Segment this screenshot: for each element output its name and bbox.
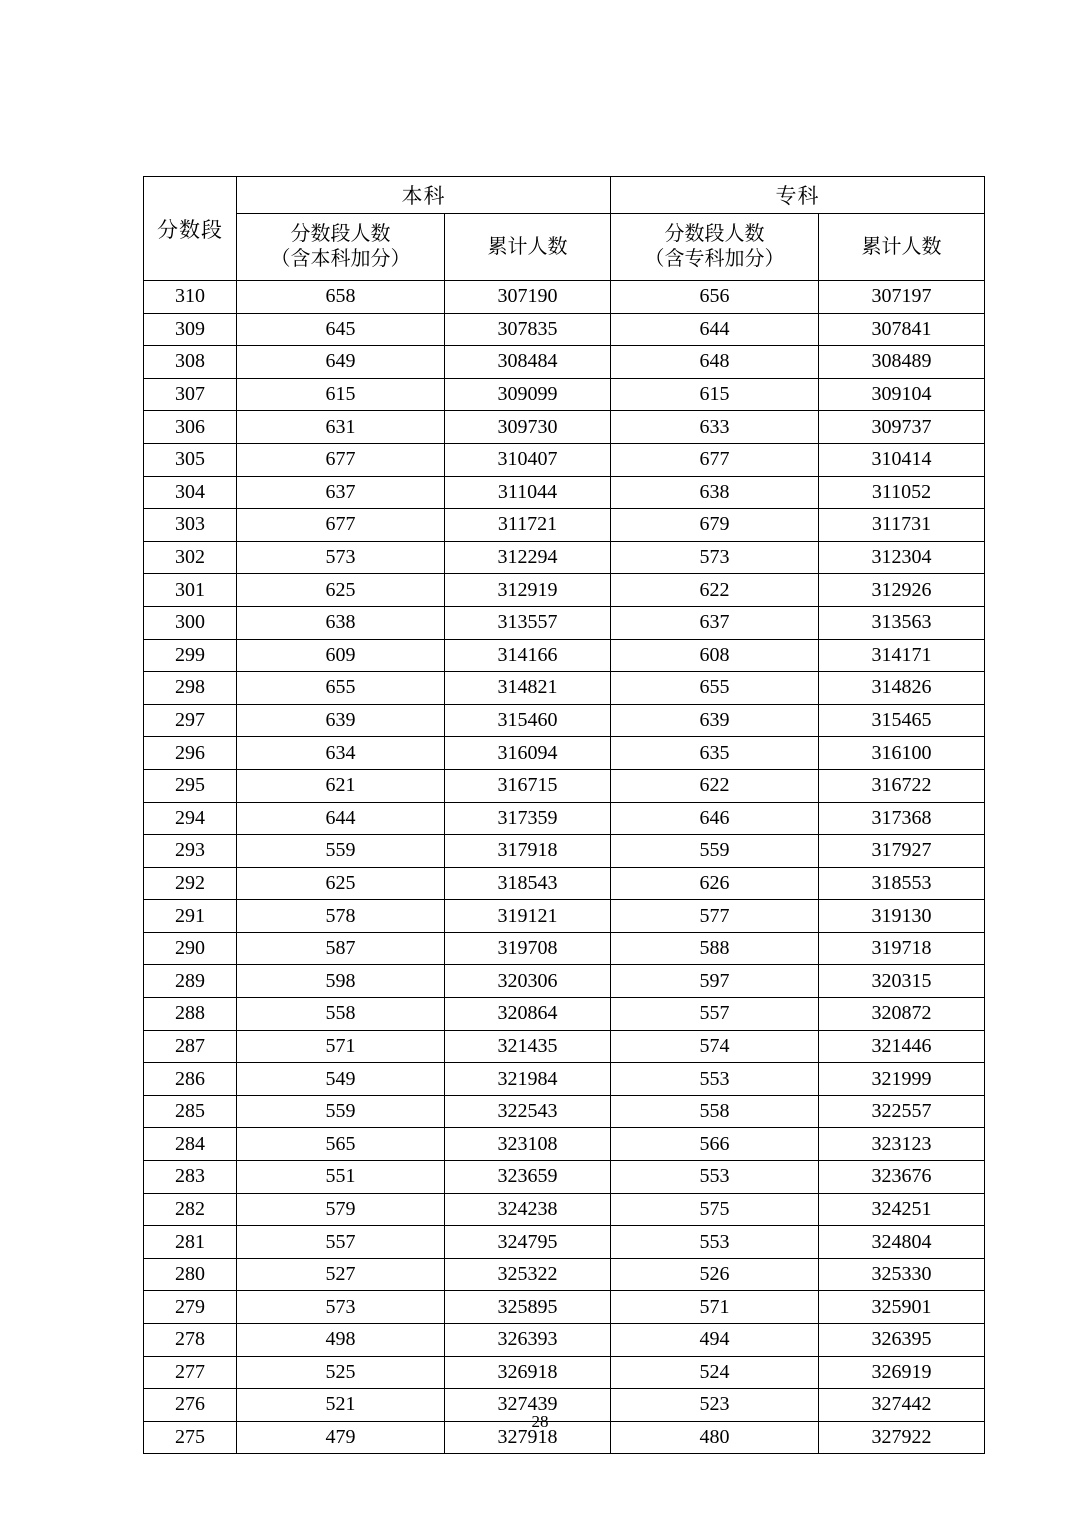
cell-undergraduate-cumulative-count: 323108: [445, 1128, 611, 1161]
table-row: [144, 574, 985, 607]
header-line-1: 分数段人数: [664, 223, 765, 245]
cell-junior-college-segment-count: 622: [611, 769, 819, 802]
cell-undergraduate-cumulative-count: 326918: [445, 1356, 611, 1389]
cell-undergraduate-cumulative-count: 318543: [445, 867, 611, 900]
cell-junior-college-segment-count: 557: [611, 998, 819, 1031]
cell-score-range: 306: [144, 411, 237, 444]
cell-score-range: 277: [144, 1356, 237, 1389]
cell-junior-college-segment-count: 597: [611, 965, 819, 998]
cell-undergraduate-segment-count: 573: [237, 1291, 445, 1324]
cell-undergraduate-segment-count: 498: [237, 1324, 445, 1357]
cell-undergraduate-segment-count: 638: [237, 606, 445, 639]
table-row: [144, 1193, 985, 1226]
cell-undergraduate-cumulative-count: 316094: [445, 737, 611, 770]
cell-score-range: 305: [144, 443, 237, 476]
cell-junior-college-segment-count: 615: [611, 378, 819, 411]
table-row: [144, 704, 985, 737]
cell-undergraduate-cumulative-count: 310407: [445, 443, 611, 476]
cell-undergraduate-cumulative-count: 317918: [445, 835, 611, 868]
table-row: [144, 1258, 985, 1291]
cell-junior-college-cumulative-count: 314171: [819, 639, 985, 672]
cell-junior-college-cumulative-count: 309104: [819, 378, 985, 411]
cell-junior-college-cumulative-count: 324251: [819, 1193, 985, 1226]
table-header: [144, 177, 985, 281]
header-line-1: 累计人数: [861, 235, 942, 258]
cell-score-range: 290: [144, 932, 237, 965]
header-junior-college-segment-count: [611, 214, 819, 281]
cell-score-range: 283: [144, 1161, 237, 1194]
table-row: [144, 835, 985, 868]
table-row: [144, 802, 985, 835]
cell-score-range: 284: [144, 1128, 237, 1161]
cell-undergraduate-cumulative-count: 321435: [445, 1030, 611, 1063]
table-body: [144, 281, 985, 1454]
score-distribution-table: [143, 176, 985, 1454]
cell-undergraduate-segment-count: 634: [237, 737, 445, 770]
table-row: [144, 932, 985, 965]
cell-junior-college-cumulative-count: 311731: [819, 509, 985, 542]
cell-undergraduate-cumulative-count: 307835: [445, 313, 611, 346]
cell-score-range: 286: [144, 1063, 237, 1096]
cell-junior-college-cumulative-count: 322557: [819, 1095, 985, 1128]
table-row: [144, 672, 985, 705]
cell-undergraduate-cumulative-count: 320864: [445, 998, 611, 1031]
cell-junior-college-segment-count: 635: [611, 737, 819, 770]
cell-undergraduate-cumulative-count: 314821: [445, 672, 611, 705]
cell-score-range: 289: [144, 965, 237, 998]
cell-junior-college-segment-count: 639: [611, 704, 819, 737]
cell-junior-college-cumulative-count: 316722: [819, 769, 985, 802]
cell-score-range: 303: [144, 509, 237, 542]
cell-junior-college-segment-count: 526: [611, 1258, 819, 1291]
table-row: [144, 378, 985, 411]
table-row: [144, 411, 985, 444]
table-row: [144, 998, 985, 1031]
cell-undergraduate-segment-count: 525: [237, 1356, 445, 1389]
table-row: [144, 1356, 985, 1389]
cell-junior-college-cumulative-count: 325330: [819, 1258, 985, 1291]
cell-score-range: 307: [144, 378, 237, 411]
header-undergraduate-cumulative-count: [445, 214, 611, 281]
cell-junior-college-cumulative-count: 307197: [819, 281, 985, 314]
cell-score-range: 275: [144, 1421, 237, 1454]
cell-score-range: 310: [144, 281, 237, 314]
cell-score-range: 281: [144, 1226, 237, 1259]
cell-undergraduate-cumulative-count: 316715: [445, 769, 611, 802]
table-row: [144, 1291, 985, 1324]
cell-junior-college-cumulative-count: 317368: [819, 802, 985, 835]
cell-junior-college-segment-count: 633: [611, 411, 819, 444]
header-group-junior-college: 专科: [611, 177, 985, 214]
table-row: [144, 639, 985, 672]
table-header-row-groups: [144, 177, 985, 214]
cell-junior-college-segment-count: 558: [611, 1095, 819, 1128]
table-row: [144, 867, 985, 900]
cell-undergraduate-segment-count: 598: [237, 965, 445, 998]
cell-undergraduate-segment-count: 578: [237, 900, 445, 933]
cell-undergraduate-cumulative-count: 321984: [445, 1063, 611, 1096]
cell-undergraduate-cumulative-count: 327439: [445, 1389, 611, 1422]
header-group-undergraduate: 本科: [237, 177, 611, 214]
header-line-1: 分数段人数: [290, 223, 391, 245]
cell-junior-college-cumulative-count: 316100: [819, 737, 985, 770]
cell-junior-college-cumulative-count: 310414: [819, 443, 985, 476]
table-row: [144, 900, 985, 933]
cell-score-range: 309: [144, 313, 237, 346]
cell-undergraduate-segment-count: 587: [237, 932, 445, 965]
table-row: [144, 281, 985, 314]
cell-junior-college-segment-count: 648: [611, 346, 819, 379]
cell-undergraduate-cumulative-count: 315460: [445, 704, 611, 737]
cell-undergraduate-segment-count: 573: [237, 541, 445, 574]
cell-junior-college-cumulative-count: 321999: [819, 1063, 985, 1096]
table-row: [144, 313, 985, 346]
cell-undergraduate-cumulative-count: 324238: [445, 1193, 611, 1226]
cell-junior-college-segment-count: 573: [611, 541, 819, 574]
cell-junior-college-segment-count: 559: [611, 835, 819, 868]
cell-score-range: 304: [144, 476, 237, 509]
score-distribution-table-wrapper: [143, 176, 942, 1454]
cell-undergraduate-segment-count: 571: [237, 1030, 445, 1063]
table-row: [144, 476, 985, 509]
cell-junior-college-cumulative-count: 327442: [819, 1389, 985, 1422]
cell-score-range: 294: [144, 802, 237, 835]
cell-junior-college-segment-count: 588: [611, 932, 819, 965]
table-row: [144, 769, 985, 802]
cell-junior-college-segment-count: 626: [611, 867, 819, 900]
cell-undergraduate-segment-count: 625: [237, 574, 445, 607]
cell-score-range: 285: [144, 1095, 237, 1128]
cell-score-range: 300: [144, 606, 237, 639]
cell-score-range: 308: [144, 346, 237, 379]
cell-score-range: 293: [144, 835, 237, 868]
cell-undergraduate-segment-count: 621: [237, 769, 445, 802]
cell-undergraduate-cumulative-count: 319708: [445, 932, 611, 965]
cell-junior-college-segment-count: 644: [611, 313, 819, 346]
table-row: [144, 346, 985, 379]
cell-junior-college-cumulative-count: 312304: [819, 541, 985, 574]
cell-junior-college-cumulative-count: 323676: [819, 1161, 985, 1194]
header-line-1: 累计人数: [487, 235, 568, 258]
cell-undergraduate-cumulative-count: 309730: [445, 411, 611, 444]
cell-junior-college-cumulative-count: 326919: [819, 1356, 985, 1389]
cell-undergraduate-cumulative-count: 326393: [445, 1324, 611, 1357]
cell-undergraduate-cumulative-count: 313557: [445, 606, 611, 639]
cell-undergraduate-cumulative-count: 317359: [445, 802, 611, 835]
cell-undergraduate-segment-count: 479: [237, 1421, 445, 1454]
cell-score-range: 291: [144, 900, 237, 933]
header-undergraduate-segment-count: [237, 214, 445, 281]
cell-junior-college-cumulative-count: 324804: [819, 1226, 985, 1259]
cell-junior-college-cumulative-count: 308489: [819, 346, 985, 379]
cell-junior-college-segment-count: 655: [611, 672, 819, 705]
header-line-2: （含本科加分）: [270, 248, 411, 270]
cell-junior-college-cumulative-count: 320315: [819, 965, 985, 998]
cell-junior-college-cumulative-count: 319718: [819, 932, 985, 965]
cell-junior-college-cumulative-count: 312926: [819, 574, 985, 607]
cell-junior-college-segment-count: 494: [611, 1324, 819, 1357]
cell-undergraduate-segment-count: 551: [237, 1161, 445, 1194]
page-number: 28: [531, 1412, 549, 1431]
cell-junior-college-segment-count: 553: [611, 1063, 819, 1096]
cell-score-range: 292: [144, 867, 237, 900]
cell-junior-college-segment-count: 656: [611, 281, 819, 314]
cell-undergraduate-cumulative-count: 307190: [445, 281, 611, 314]
table-row: [144, 443, 985, 476]
table-row: [144, 1226, 985, 1259]
cell-score-range: 280: [144, 1258, 237, 1291]
cell-junior-college-cumulative-count: 314826: [819, 672, 985, 705]
cell-junior-college-segment-count: 679: [611, 509, 819, 542]
cell-undergraduate-cumulative-count: 308484: [445, 346, 611, 379]
cell-score-range: 297: [144, 704, 237, 737]
cell-undergraduate-segment-count: 559: [237, 835, 445, 868]
cell-score-range: 296: [144, 737, 237, 770]
cell-score-range: 282: [144, 1193, 237, 1226]
cell-junior-college-segment-count: 566: [611, 1128, 819, 1161]
table-row: [144, 1030, 985, 1063]
cell-undergraduate-segment-count: 677: [237, 509, 445, 542]
cell-undergraduate-segment-count: 559: [237, 1095, 445, 1128]
cell-undergraduate-cumulative-count: 311721: [445, 509, 611, 542]
header-line-2: （含专科加分）: [644, 248, 785, 270]
cell-junior-college-cumulative-count: 311052: [819, 476, 985, 509]
cell-undergraduate-cumulative-count: 312919: [445, 574, 611, 607]
cell-junior-college-segment-count: 608: [611, 639, 819, 672]
cell-undergraduate-segment-count: 557: [237, 1226, 445, 1259]
cell-undergraduate-segment-count: 615: [237, 378, 445, 411]
cell-undergraduate-segment-count: 558: [237, 998, 445, 1031]
table-row: [144, 1095, 985, 1128]
cell-undergraduate-segment-count: 521: [237, 1389, 445, 1422]
table-row: [144, 965, 985, 998]
cell-undergraduate-segment-count: 645: [237, 313, 445, 346]
cell-undergraduate-segment-count: 649: [237, 346, 445, 379]
cell-junior-college-cumulative-count: 325901: [819, 1291, 985, 1324]
table-row: [144, 1063, 985, 1096]
cell-undergraduate-cumulative-count: 314166: [445, 639, 611, 672]
cell-undergraduate-segment-count: 625: [237, 867, 445, 900]
cell-score-range: 276: [144, 1389, 237, 1422]
cell-score-range: 301: [144, 574, 237, 607]
table-row: [144, 509, 985, 542]
cell-junior-college-cumulative-count: 315465: [819, 704, 985, 737]
cell-junior-college-cumulative-count: 307841: [819, 313, 985, 346]
cell-junior-college-segment-count: 638: [611, 476, 819, 509]
cell-junior-college-segment-count: 553: [611, 1161, 819, 1194]
cell-undergraduate-segment-count: 655: [237, 672, 445, 705]
cell-junior-college-segment-count: 571: [611, 1291, 819, 1324]
cell-undergraduate-cumulative-count: 322543: [445, 1095, 611, 1128]
cell-junior-college-cumulative-count: 320872: [819, 998, 985, 1031]
cell-junior-college-cumulative-count: 317927: [819, 835, 985, 868]
cell-undergraduate-segment-count: 637: [237, 476, 445, 509]
cell-junior-college-segment-count: 480: [611, 1421, 819, 1454]
cell-score-range: 288: [144, 998, 237, 1031]
cell-junior-college-segment-count: 577: [611, 900, 819, 933]
cell-junior-college-segment-count: 622: [611, 574, 819, 607]
cell-undergraduate-cumulative-count: 311044: [445, 476, 611, 509]
table-row: [144, 1324, 985, 1357]
cell-undergraduate-segment-count: 527: [237, 1258, 445, 1291]
cell-undergraduate-segment-count: 677: [237, 443, 445, 476]
cell-undergraduate-cumulative-count: 325895: [445, 1291, 611, 1324]
cell-junior-college-cumulative-count: 326395: [819, 1324, 985, 1357]
cell-undergraduate-cumulative-count: 309099: [445, 378, 611, 411]
table-row: [144, 1161, 985, 1194]
header-junior-college-cumulative-count: [819, 214, 985, 281]
table-row: [144, 737, 985, 770]
cell-junior-college-segment-count: 575: [611, 1193, 819, 1226]
cell-junior-college-segment-count: 523: [611, 1389, 819, 1422]
cell-undergraduate-segment-count: 658: [237, 281, 445, 314]
cell-undergraduate-cumulative-count: 319121: [445, 900, 611, 933]
cell-undergraduate-cumulative-count: 327918: [445, 1421, 611, 1454]
cell-junior-college-segment-count: 637: [611, 606, 819, 639]
cell-score-range: 287: [144, 1030, 237, 1063]
cell-junior-college-segment-count: 574: [611, 1030, 819, 1063]
cell-undergraduate-segment-count: 549: [237, 1063, 445, 1096]
cell-score-range: 278: [144, 1324, 237, 1357]
cell-junior-college-cumulative-count: 321446: [819, 1030, 985, 1063]
table-header-row-sub: [144, 214, 985, 281]
cell-score-range: 299: [144, 639, 237, 672]
cell-junior-college-cumulative-count: 319130: [819, 900, 985, 933]
cell-score-range: 279: [144, 1291, 237, 1324]
cell-undergraduate-segment-count: 644: [237, 802, 445, 835]
cell-junior-college-cumulative-count: 327922: [819, 1421, 985, 1454]
cell-junior-college-segment-count: 553: [611, 1226, 819, 1259]
cell-undergraduate-cumulative-count: 323659: [445, 1161, 611, 1194]
cell-undergraduate-cumulative-count: 312294: [445, 541, 611, 574]
cell-undergraduate-segment-count: 579: [237, 1193, 445, 1226]
cell-junior-college-cumulative-count: 323123: [819, 1128, 985, 1161]
table-row: [144, 606, 985, 639]
cell-junior-college-segment-count: 646: [611, 802, 819, 835]
cell-junior-college-cumulative-count: 313563: [819, 606, 985, 639]
cell-undergraduate-segment-count: 609: [237, 639, 445, 672]
cell-undergraduate-cumulative-count: 324795: [445, 1226, 611, 1259]
table-row: [144, 541, 985, 574]
cell-undergraduate-segment-count: 639: [237, 704, 445, 737]
cell-score-range: 298: [144, 672, 237, 705]
cell-undergraduate-cumulative-count: 325322: [445, 1258, 611, 1291]
table-row: [144, 1128, 985, 1161]
cell-score-range: 295: [144, 769, 237, 802]
cell-junior-college-cumulative-count: 309737: [819, 411, 985, 444]
cell-undergraduate-segment-count: 631: [237, 411, 445, 444]
cell-score-range: 302: [144, 541, 237, 574]
cell-junior-college-segment-count: 524: [611, 1356, 819, 1389]
cell-junior-college-cumulative-count: 318553: [819, 867, 985, 900]
cell-undergraduate-segment-count: 565: [237, 1128, 445, 1161]
cell-junior-college-segment-count: 677: [611, 443, 819, 476]
cell-undergraduate-cumulative-count: 320306: [445, 965, 611, 998]
header-score-range: 分数段: [144, 177, 237, 281]
